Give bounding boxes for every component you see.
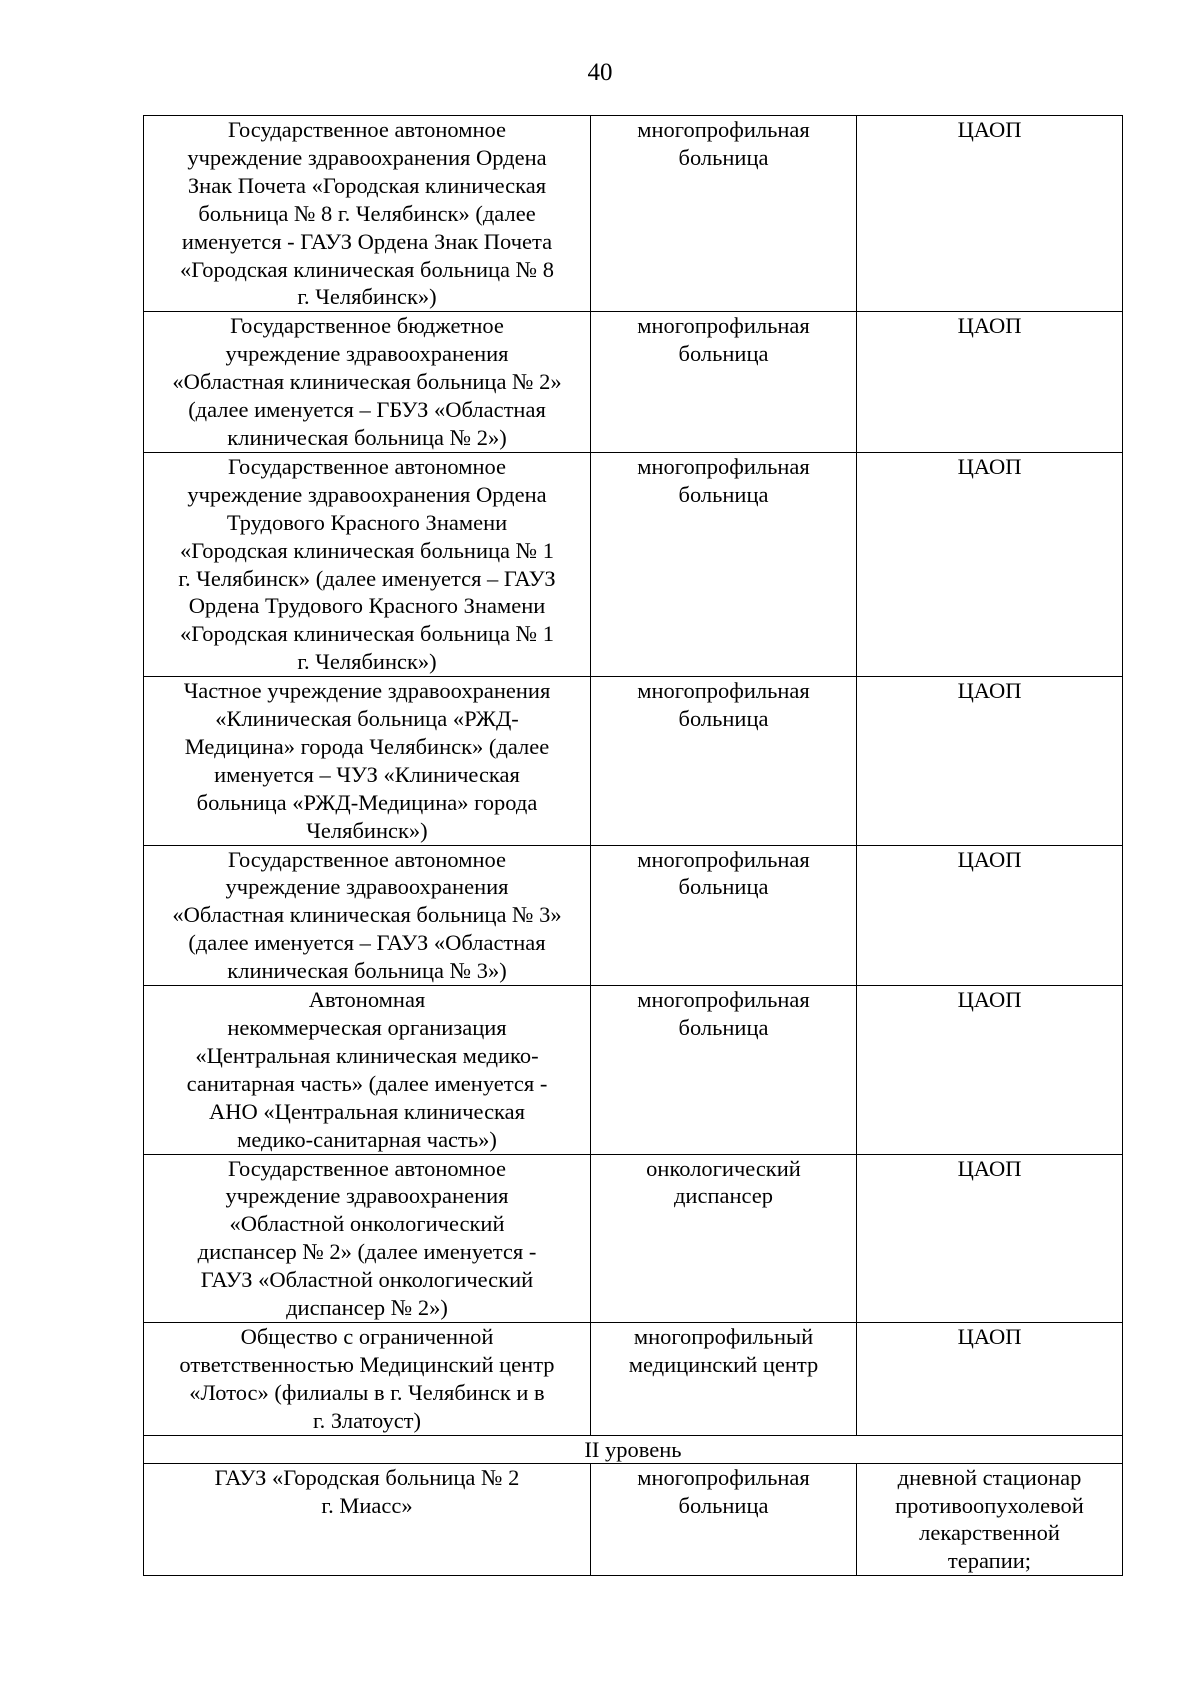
organization-type-cell: многопрофильная больница — [591, 116, 857, 312]
center-type-cell: ЦАОП — [857, 312, 1123, 453]
center-type-cell: дневной стационар противоопухолевой лекарственной терапии; — [857, 1463, 1123, 1576]
organization-cell: Государственное бюджетное учреждение здравоохранения «Областная клиническая больница № 2» (далее именуется – ГБУЗ «Областная клиническая больница № 2») — [144, 312, 591, 453]
organization-cell: ГАУЗ «Городская больница № 2 г. Миасс» — [144, 1463, 591, 1576]
center-type-cell: ЦАОП — [857, 677, 1123, 845]
table-row — [144, 845, 1123, 986]
table-row — [144, 1154, 1123, 1322]
organization-cell: Частное учреждение здравоохранения «Клиническая больница «РЖД- Медицина» города Челябинск» (далее именуется – ЧУЗ «Клиническая больница «РЖД-Медицина» города Челябинск») — [144, 677, 591, 845]
organization-cell: Государственное автономное учреждение здравоохранения Ордена Трудового Красного Знамени «Городская клиническая больница № 1 г. Челябинск» (далее именуется – ГАУЗ Ордена Трудового Красного Знамени «Городская клиническая больница № 1 г. Челябинск») — [144, 452, 591, 676]
table-row — [144, 1463, 1123, 1576]
table-row — [144, 116, 1123, 312]
organization-cell: Общество с ограниченной ответственностью Медицинский центр «Лотос» (филиалы в г. Челябинск и в г. Златоуст) — [144, 1322, 591, 1435]
page-number: 40 — [587, 59, 613, 86]
organization-type-cell: многопрофильная больница — [591, 312, 857, 453]
organization-type-cell: многопрофильная больница — [591, 986, 857, 1154]
center-type-cell: ЦАОП — [857, 452, 1123, 676]
organization-cell: Государственное автономное учреждение здравоохранения «Областной онкологический диспансер № 2» (далее именуется - ГАУЗ «Областной онкологический диспансер № 2») — [144, 1154, 591, 1322]
center-type-cell: ЦАОП — [857, 1322, 1123, 1435]
organization-type-cell: многопрофильная больница — [591, 677, 857, 845]
organization-type-cell: многопрофильная больница — [591, 452, 857, 676]
table-row — [144, 986, 1123, 1154]
center-type-cell: ЦАОП — [857, 845, 1123, 986]
table-row — [144, 452, 1123, 676]
table-row — [144, 1322, 1123, 1435]
organization-cell: Автономная некоммерческая организация «Центральная клиническая медико- санитарная часть» (далее именуется - АНО «Центральная клиническая медико-санитарная часть») — [144, 986, 591, 1154]
organization-cell: Государственное автономное учреждение здравоохранения Ордена Знак Почета «Городская клиническая больница № 8 г. Челябинск» (далее именуется - ГАУЗ Ордена Знак Почета «Городская клиническая больница № 8 г. Челябинск») — [144, 116, 591, 312]
table-row — [144, 312, 1123, 453]
organization-type-cell: многопрофильный медицинский центр — [591, 1322, 857, 1435]
organization-type-cell: многопрофильная больница — [591, 845, 857, 986]
center-type-cell: ЦАОП — [857, 116, 1123, 312]
medical-organizations-table — [143, 115, 1123, 1576]
organization-cell: Государственное автономное учреждение здравоохранения «Областная клиническая больница № 3» (далее именуется – ГАУЗ «Областная клиническая больница № 3») — [144, 845, 591, 986]
organization-type-cell: онкологический диспансер — [591, 1154, 857, 1322]
organization-type-cell: многопрофильная больница — [591, 1463, 857, 1576]
center-type-cell: ЦАОП — [857, 1154, 1123, 1322]
table-row — [144, 677, 1123, 845]
level-heading: II уровень — [144, 1435, 1123, 1463]
level-heading-row — [144, 1435, 1123, 1463]
center-type-cell: ЦАОП — [857, 986, 1123, 1154]
